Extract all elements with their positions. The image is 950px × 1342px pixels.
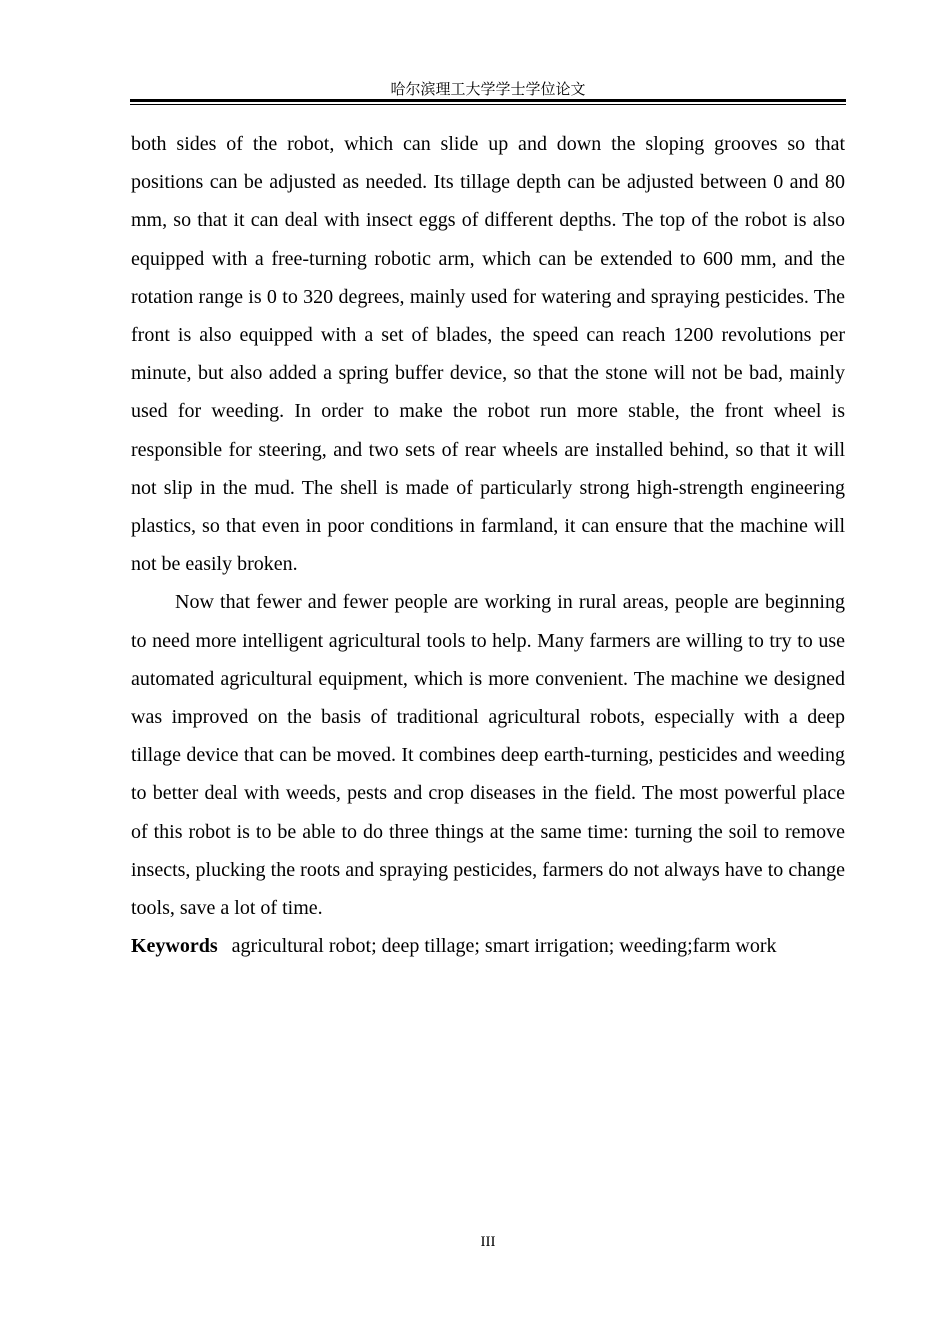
keywords-label: Keywords (131, 935, 218, 958)
keywords-text: agricultural robot; deep tillage; smart irrigation; weeding;farm work (231, 935, 777, 958)
abstract-body (131, 125, 845, 965)
page-number: III (480, 1234, 496, 1250)
header-rule-thick (130, 99, 846, 102)
header-rule-thin (130, 104, 846, 105)
paragraph-continued: both sides of the robot, which can slide up and down the sloping grooves so that positions can be adjusted as needed. Its tillage depth can be adjusted between 0 and 80 mm, so that it can deal with insect eggs of different depths. The top of the robot is also equipped with a free-turning robotic arm, which can be extended to 600 mm, and the rotation range is 0 to 320 degrees, mainly used for watering and spraying pesticides. The front is also equipped with a set of blades, the speed can reach 1200 revolutions per minute, but also added a spring buffer device, so that the stone will not be bad, mainly used for weeding. In order to make the robot run more stable, the front wheel is responsible for steering, and two sets of rear wheels are installed behind, so that it will not slip in the mud. The shell is made of particularly strong high-strength engineering plastics, so that even in poor conditions in farmland, it can ensure that the machine will not be easily broken. (131, 133, 845, 576)
running-header-title: 哈尔滨理工大学学士学位论文 (390, 80, 586, 98)
keywords-line (131, 927, 845, 965)
paragraph-second: Now that fewer and fewer people are working in rural areas, people are beginning to need more intelligent agricultural tools to help. Many farmers are willing to try to use automated agricultural equipment, which is more convenient. The machine we designed was improved on the basis of traditional agricultural robots, especially with a deep tillage device that can be moved. It combines deep earth-turning, pesticides and weeding to better deal with weeds, pests and crop diseases in the field. The most powerful place of this robot is to be able to do three things at the same time: turning the soil to remove insects, plucking the roots and spraying pesticides, farmers do not always have to change tools, save a lot of time. (131, 591, 845, 920)
